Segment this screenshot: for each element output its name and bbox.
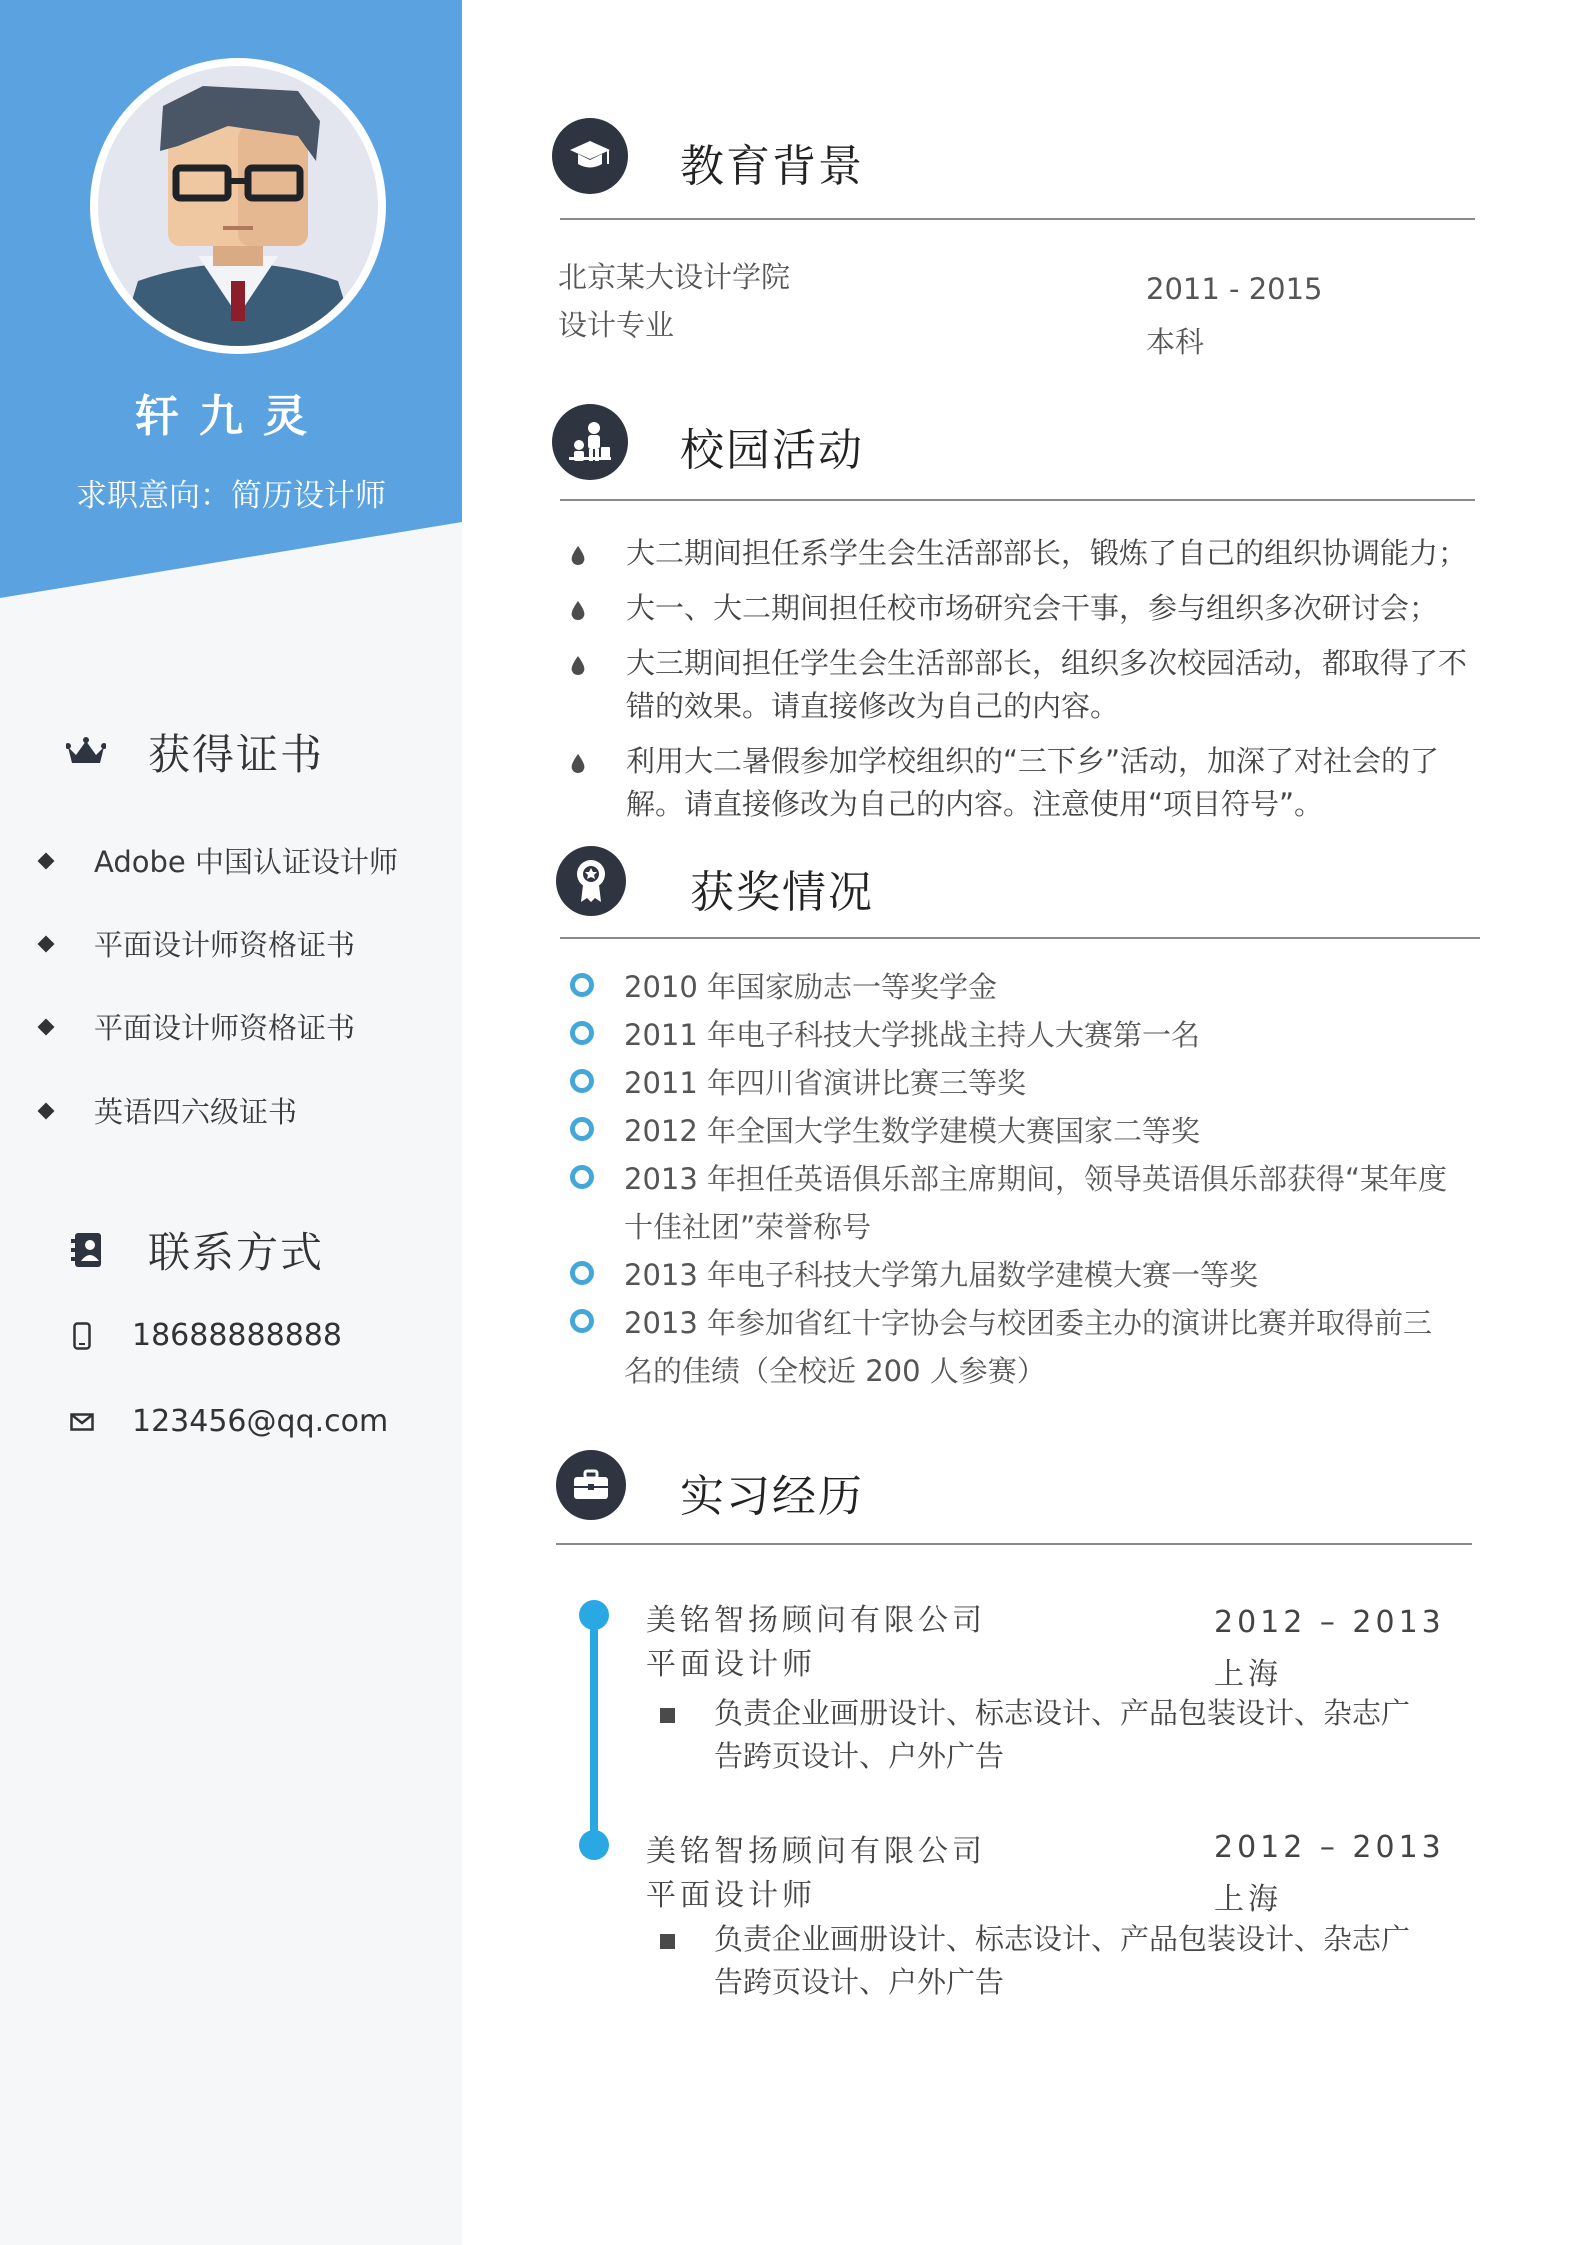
certificate-item: Adobe 中国认证设计师 — [40, 840, 398, 881]
intern-company: 美铭智扬顾问有限公司 — [646, 1834, 986, 1869]
sidebar — [0, 0, 462, 2245]
email-address[interactable]: 123456@qq.com — [132, 1404, 389, 1439]
team-icon — [552, 404, 628, 480]
ring-bullet-icon — [570, 1309, 594, 1333]
award-item: 2011 年电子科技大学挑战主持人大赛第一名 — [570, 1011, 1450, 1059]
square-bullet-icon — [660, 1934, 675, 1949]
intern-place: 上海 — [1214, 1657, 1282, 1692]
school-name: 北京某大设计学院 — [558, 260, 791, 294]
degree: 本科 — [1146, 325, 1205, 359]
major: 设计专业 — [558, 308, 675, 342]
candidate-name: 轩九灵 — [135, 391, 327, 442]
intern-place: 上海 — [1214, 1882, 1282, 1917]
activity-item: 大一、大二期间担任校市场研究会干事，参与组织多次研讨会； — [570, 587, 1490, 630]
activity-item: 大三期间担任学生会生活部部长，组织多次校园活动，都取得了不错的效果。请直接修改为自己的内容。 — [570, 642, 1490, 728]
divider — [560, 499, 1475, 501]
divider — [560, 937, 1480, 939]
ring-bullet-icon — [570, 1261, 594, 1285]
phone-icon — [68, 1322, 96, 1350]
diamond-bullet-icon — [38, 935, 55, 952]
education-period: 2011 - 2015 — [1146, 272, 1323, 306]
internship-heading: 实习经历 — [680, 1471, 864, 1522]
ring-bullet-icon — [570, 973, 594, 997]
contact-heading — [64, 1220, 324, 1280]
phone-row — [68, 1318, 342, 1353]
certificates-heading — [64, 722, 324, 782]
intern-role: 平面设计师 — [646, 1647, 816, 1682]
timeline-dot — [579, 1830, 609, 1860]
intern-description: 负责企业画册设计、标志设计、产品包装设计、杂志广告跨页设计、户外广告 — [660, 1692, 1420, 1778]
activities-heading: 校园活动 — [680, 425, 864, 476]
contact-title: 联系方式 — [148, 1228, 325, 1277]
email-row — [68, 1404, 388, 1439]
intern-period: 2012 – 2013 — [1214, 1605, 1445, 1640]
certificates-title: 获得证书 — [148, 730, 325, 779]
ring-bullet-icon — [570, 1117, 594, 1141]
profile-header — [0, 0, 462, 600]
phone-number[interactable]: 18688888888 — [132, 1318, 342, 1353]
drop-bullet-icon — [570, 545, 586, 567]
award-item: 2011 年四川省演讲比赛三等奖 — [570, 1059, 1450, 1107]
drop-bullet-icon — [570, 600, 586, 622]
divider — [556, 1543, 1472, 1545]
activity-item: 利用大二暑假参加学校组织的“三下乡”活动，加深了对社会的了解。请直接修改为自己的内容。注意使用“项目符号”。 — [570, 740, 1490, 826]
drop-bullet-icon — [570, 753, 586, 775]
address-book-icon — [64, 1228, 108, 1272]
award-item: 2013 年担任英语俱乐部主席期间，领导英语俱乐部获得“某年度十佳社团”荣誉称号 — [570, 1155, 1450, 1251]
diamond-bullet-icon — [38, 1102, 55, 1119]
award-item: 2013 年参加省红十字协会与校团委主办的演讲比赛并取得前三名的佳绩（全校近 200 人参赛） — [570, 1299, 1450, 1395]
certificate-item: 英语四六级证书 — [40, 1090, 297, 1131]
award-item: 2010 年国家励志一等奖学金 — [570, 963, 1450, 1011]
award-item: 2013 年电子科技大学第九届数学建模大赛一等奖 — [570, 1251, 1450, 1299]
timeline-line — [590, 1615, 598, 1845]
intern-company: 美铭智扬顾问有限公司 — [646, 1603, 986, 1638]
certificate-item: 平面设计师资格证书 — [40, 923, 355, 964]
intern-role: 平面设计师 — [646, 1878, 816, 1913]
certificate-item: 平面设计师资格证书 — [40, 1006, 355, 1047]
crown-icon — [64, 730, 108, 774]
activity-item: 大二期间担任系学生会生活部部长，锻炼了自己的组织协调能力； — [570, 532, 1490, 575]
medal-icon — [556, 846, 626, 916]
drop-bullet-icon — [570, 655, 586, 677]
ring-bullet-icon — [570, 1165, 594, 1189]
awards-heading: 获奖情况 — [690, 867, 874, 918]
intern-description: 负责企业画册设计、标志设计、产品包装设计、杂志广告跨页设计、户外广告 — [660, 1918, 1420, 2004]
ring-bullet-icon — [570, 1021, 594, 1045]
briefcase-icon — [556, 1450, 626, 1520]
timeline-dot — [579, 1600, 609, 1630]
square-bullet-icon — [660, 1708, 675, 1723]
intern-period: 2012 – 2013 — [1214, 1830, 1445, 1865]
ring-bullet-icon — [570, 1069, 594, 1093]
avatar — [90, 58, 386, 354]
job-intent: 求职意向：简历设计师 — [76, 478, 386, 514]
graduation-cap-icon — [552, 118, 628, 194]
avatar-illustration — [98, 66, 378, 346]
education-heading: 教育背景 — [680, 141, 864, 192]
divider — [560, 218, 1475, 220]
award-item: 2012 年全国大学生数学建模大赛国家二等奖 — [570, 1107, 1450, 1155]
diamond-bullet-icon — [38, 852, 55, 869]
mail-icon — [68, 1408, 96, 1436]
diamond-bullet-icon — [38, 1018, 55, 1035]
